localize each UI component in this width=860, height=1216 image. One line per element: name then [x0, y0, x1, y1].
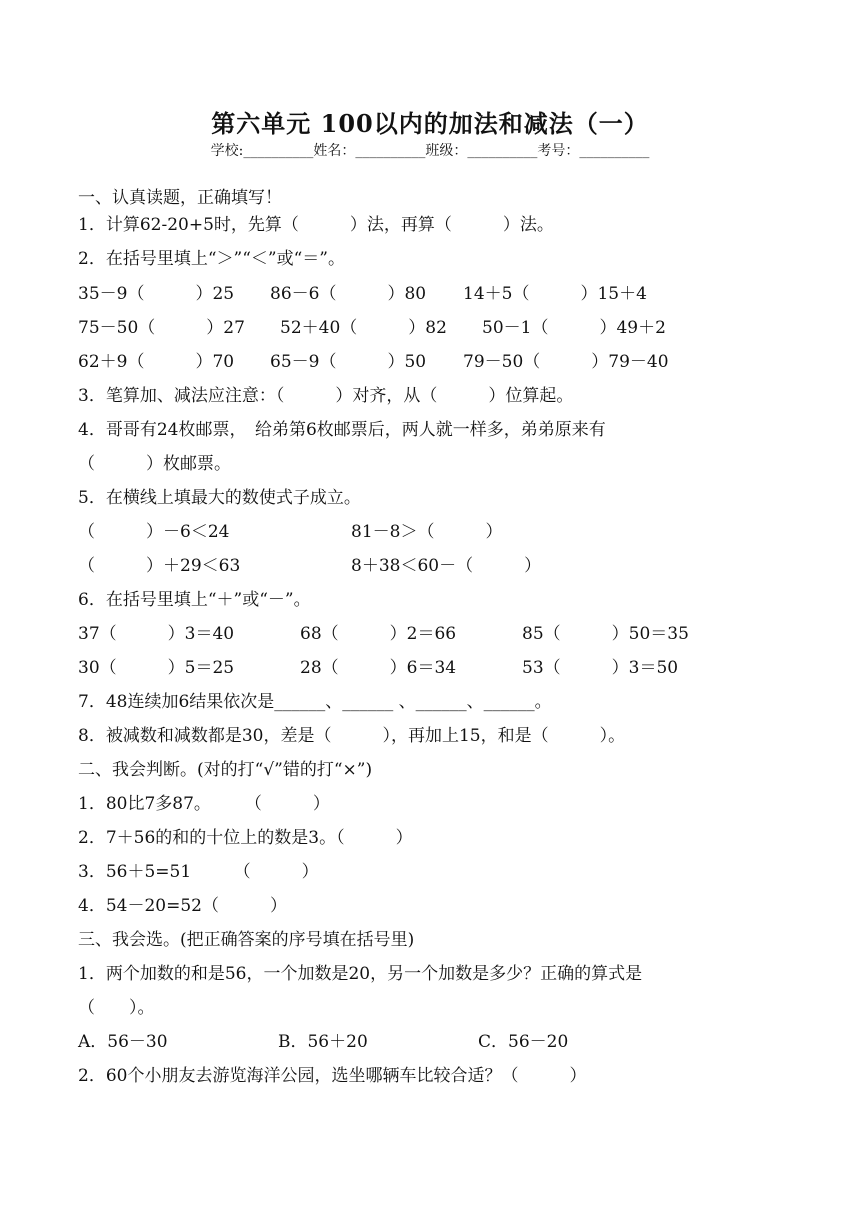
page-title: 第六单元 100以内的加法和减法（一）: [211, 109, 649, 138]
sign-item: 37（ ）3＝40: [78, 624, 235, 644]
question: 4．54－20=52（ ）: [78, 896, 287, 916]
fill-item: （ ）＋29＜63: [78, 556, 241, 576]
sign-item: 28（ ）6＝34: [300, 658, 457, 678]
compare-item: 62＋9（ ）70: [78, 352, 235, 372]
sign-item: 85（ ）50＝35: [522, 624, 689, 644]
question: 4．哥哥有24枚邮票， 给弟第6枚邮票后，两人就一样多，弟弟原来有: [78, 420, 606, 440]
question: 7．48连续加6结果依次是______、______ 、______、______。: [78, 692, 552, 712]
sign-item: 30（ ）5＝25: [78, 658, 235, 678]
sign-item: 53（ ）3＝50: [522, 658, 679, 678]
fill-item: （ ）－6＜24: [78, 522, 230, 542]
fill-item: 8＋38＜60－（ ）: [351, 556, 542, 576]
student-info-line: 学校:__________姓名：__________班级：__________考号：__________: [210, 143, 650, 159]
compare-item: 14＋5（ ）15＋4: [463, 284, 647, 304]
compare-item: 50－1（ ）49＋2: [482, 318, 666, 338]
sign-item: 68（ ）2＝66: [300, 624, 457, 644]
question: 2．在括号里填上“＞”“＜”或“＝”。: [78, 249, 345, 269]
fill-item: 81－8＞（ ）: [351, 522, 503, 542]
question: 8．被减数和减数都是30，差是（ ），再加上15，和是（ ）。: [78, 726, 626, 746]
question: 6．在括号里填上“＋”或“－”。: [78, 590, 311, 610]
compare-item: 52＋40（ ）82: [280, 318, 447, 338]
question: 2．60个小朋友去游览海洋公园，选坐哪辆车比较合适？（ ）: [78, 1066, 587, 1086]
option-b: B．56＋20: [278, 1032, 368, 1052]
compare-item: 75－50（ ）27: [78, 318, 245, 338]
option-c: C．56－20: [478, 1032, 569, 1052]
compare-item: 79－50（ ）79－40: [463, 352, 669, 372]
compare-item: 35－9（ ）25: [78, 284, 235, 304]
section-heading: 三、我会选。(把正确答案的序号填在括号里): [78, 930, 415, 950]
compare-item: 65－9（ ）50: [270, 352, 427, 372]
question-continuation: （ ）。: [78, 998, 155, 1018]
section-heading: 二、我会判断。(对的打“√”错的打“×”): [78, 760, 373, 780]
question: 3．笔算加、减法应注意：（ ）对齐，从（ ）位算起。: [78, 386, 574, 406]
question: 2．7＋56的和的十位上的数是3。（ ）: [78, 828, 413, 848]
question: 5．在横线上填最大的数使式子成立。: [78, 488, 361, 508]
compare-item: 86－6（ ）80: [270, 284, 427, 304]
question: 1．80比7多87。 （ ）: [78, 794, 330, 814]
section-heading: 一、认真读题，正确填写！: [78, 188, 282, 208]
question: 1．计算62-20+5时，先算（ ）法，再算（ ）法。: [78, 215, 554, 235]
question-continuation: （ ）枚邮票。: [78, 454, 231, 474]
option-a: A．56－30: [78, 1032, 168, 1052]
question: 1．两个加数的和是56，一个加数是20，另一个加数是多少？正确的算式是: [78, 964, 643, 984]
question: 3．56＋5=51 （ ）: [78, 862, 319, 882]
